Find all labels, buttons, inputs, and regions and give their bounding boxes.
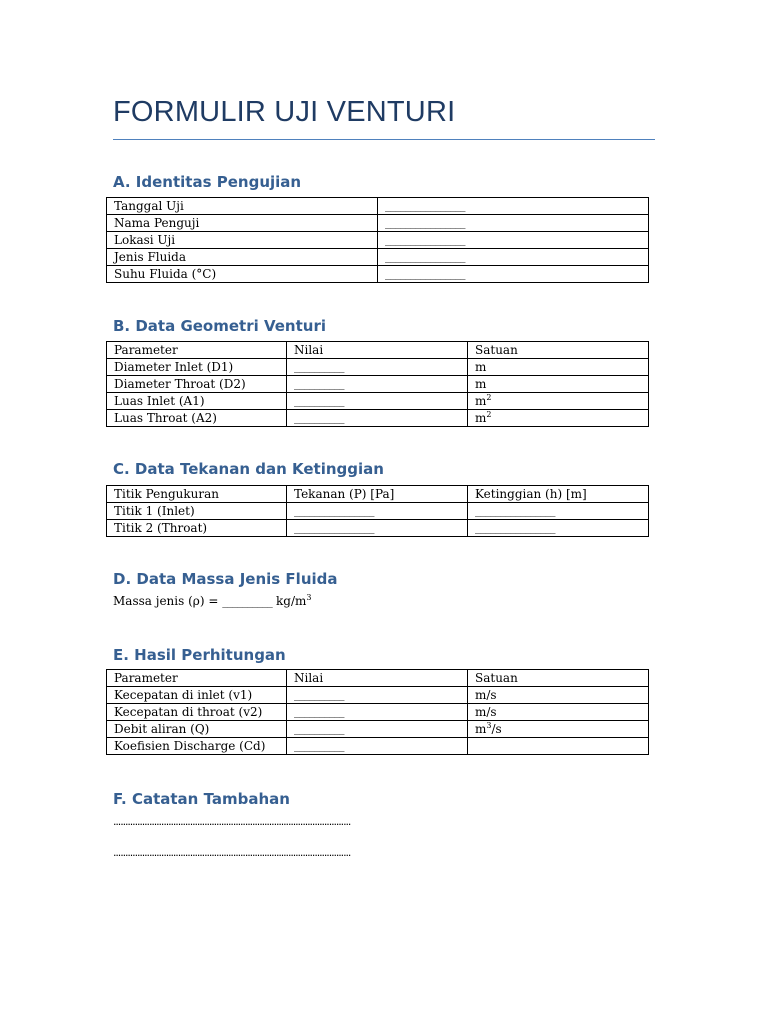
unit-cell: m/s	[468, 704, 649, 721]
parameter-label: Debit aliran (Q)	[107, 721, 287, 738]
identity-value-field[interactable]: ________________	[378, 215, 649, 232]
unit-cell: $m^2$	[468, 410, 649, 427]
pressure-field[interactable]: ________________	[287, 520, 468, 537]
value-field[interactable]: __________	[287, 359, 468, 376]
section-d-heading: D. Data Massa Jenis Fluida	[113, 570, 338, 588]
density-line	[113, 594, 312, 608]
table-row	[107, 232, 649, 249]
unit-cell: $m^2$	[468, 393, 649, 410]
identity-label: Jenis Fluida	[107, 249, 378, 266]
title-divider	[113, 139, 655, 140]
notes-line[interactable]: ...................................................................................................	[113, 846, 351, 859]
section-f-heading: F. Catatan Tambahan	[113, 790, 290, 808]
table-header-row	[107, 342, 649, 359]
table-header-row	[107, 486, 649, 503]
column-header: Ketinggian (h) [m]	[468, 486, 649, 503]
parameter-label: Diameter Throat (D2)	[107, 376, 287, 393]
table-row	[107, 376, 649, 393]
table-row	[107, 198, 649, 215]
table-row	[107, 704, 649, 721]
table-row	[107, 359, 649, 376]
density-field[interactable]: __________	[222, 595, 273, 608]
identity-label: Suhu Fluida (°C)	[107, 266, 378, 283]
pressure-field[interactable]: ________________	[287, 503, 468, 520]
table-row	[107, 410, 649, 427]
unit-cell: m	[468, 376, 649, 393]
table-header-row	[107, 670, 649, 687]
results-table	[106, 669, 649, 755]
pressure-table	[106, 485, 649, 537]
column-header: Satuan	[468, 342, 649, 359]
section-c-heading: C. Data Tekanan dan Ketinggian	[113, 460, 384, 478]
value-field[interactable]: __________	[287, 721, 468, 738]
column-header: Nilai	[287, 670, 468, 687]
unit-cell: m/s	[468, 687, 649, 704]
identity-table	[106, 197, 649, 283]
section-a-heading: A. Identitas Pengujian	[113, 173, 302, 191]
table-row	[107, 393, 649, 410]
column-header: Parameter	[107, 670, 287, 687]
density-unit-exponent: 3	[306, 593, 312, 602]
parameter-label: Diameter Inlet (D1)	[107, 359, 287, 376]
point-label: Titik 2 (Throat)	[107, 520, 287, 537]
column-header: Satuan	[468, 670, 649, 687]
notes-line[interactable]: ...................................................................................................	[113, 815, 351, 828]
value-field[interactable]: __________	[287, 704, 468, 721]
parameter-label: Kecepatan di throat (v2)	[107, 704, 287, 721]
height-field[interactable]: ________________	[468, 520, 649, 537]
table-row	[107, 215, 649, 232]
table-row	[107, 738, 649, 755]
column-header: Nilai	[287, 342, 468, 359]
unit-cell: $m^3/s$	[468, 721, 649, 738]
identity-value-field[interactable]: ________________	[378, 249, 649, 266]
unit-cell: m	[468, 359, 649, 376]
column-header: Tekanan (P) [Pa]	[287, 486, 468, 503]
point-label: Titik 1 (Inlet)	[107, 503, 287, 520]
form-title: FORMULIR UJI VENTURI	[113, 96, 456, 128]
geometry-table	[106, 341, 649, 427]
column-header: Parameter	[107, 342, 287, 359]
parameter-label: Luas Throat (A2)	[107, 410, 287, 427]
value-field[interactable]: __________	[287, 687, 468, 704]
parameter-label: Koefisien Discharge (Cd)	[107, 738, 287, 755]
parameter-label: Luas Inlet (A1)	[107, 393, 287, 410]
height-field[interactable]: ________________	[468, 503, 649, 520]
identity-label: Tanggal Uji	[107, 198, 378, 215]
identity-value-field[interactable]: ________________	[378, 198, 649, 215]
parameter-label: Kecepatan di inlet (v1)	[107, 687, 287, 704]
section-e-heading: E. Hasil Perhitungan	[113, 646, 286, 664]
column-header: Titik Pengukuran	[107, 486, 287, 503]
identity-label: Nama Penguji	[107, 215, 378, 232]
table-row	[107, 503, 649, 520]
identity-value-field[interactable]: ________________	[378, 266, 649, 283]
table-row	[107, 266, 649, 283]
unit-cell	[468, 738, 649, 755]
table-row	[107, 249, 649, 266]
value-field[interactable]: __________	[287, 738, 468, 755]
density-unit: kg/m	[272, 594, 307, 608]
table-row	[107, 721, 649, 738]
table-row	[107, 520, 649, 537]
value-field[interactable]: __________	[287, 393, 468, 410]
identity-label: Lokasi Uji	[107, 232, 378, 249]
value-field[interactable]: __________	[287, 376, 468, 393]
table-row	[107, 687, 649, 704]
identity-value-field[interactable]: ________________	[378, 232, 649, 249]
density-label: Massa jenis (ρ) =	[113, 594, 223, 608]
value-field[interactable]: __________	[287, 410, 468, 427]
section-b-heading: B. Data Geometri Venturi	[113, 317, 326, 335]
